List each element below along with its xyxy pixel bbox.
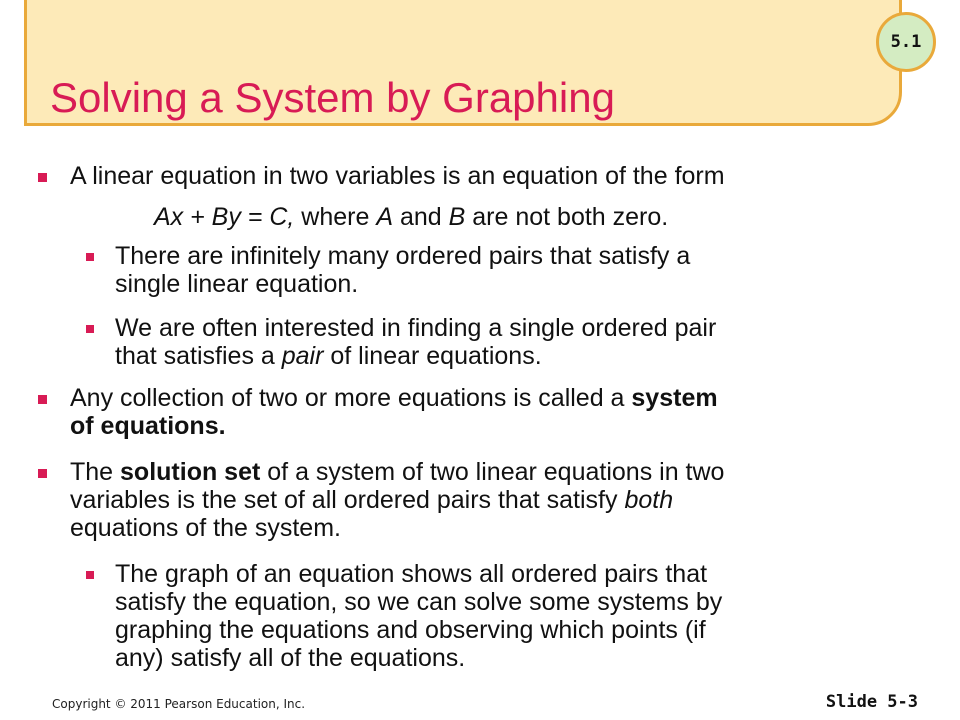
bullet-line: any) satisfy all of the equations. (115, 644, 466, 672)
bullet-text (70, 458, 724, 542)
slide-title: Solving a System by Graphing (50, 74, 615, 121)
slide-number: Slide 5-3 (825, 692, 918, 712)
bullet-line: single linear equation. (115, 270, 359, 298)
text-run: The (70, 458, 121, 486)
equation-form: Ax + By = C, (154, 203, 295, 231)
bold-term: system (631, 384, 718, 412)
bullet-line: The graph of an equation shows all ordered pairs that (115, 560, 708, 588)
bullet-line: There are infinitely many ordered pairs that satisfy a (115, 242, 691, 270)
sub-bullet-text (115, 242, 690, 298)
variable-b: B (448, 203, 466, 231)
text-run: that satisfies a (115, 342, 282, 370)
bullet-line (70, 458, 724, 486)
sub-bullet-text (115, 560, 722, 672)
equation-text: are not both zero. (465, 203, 669, 231)
bullet-line (115, 342, 716, 370)
bold-term: solution set (120, 458, 261, 486)
variable-a: A (376, 203, 394, 231)
bullet-line: We are often interested in finding a single ordered pair (115, 314, 717, 342)
bullet-marker (38, 395, 47, 404)
bullet-marker (38, 469, 47, 478)
sub-bullet-marker (86, 571, 94, 579)
bold-term: of equations. (70, 412, 226, 440)
bullet-line: satisfy the equation, so we can solve some systems by (115, 588, 723, 616)
bullet-line (70, 412, 718, 440)
equation-text: and (393, 203, 449, 231)
equation-text: where (294, 203, 377, 231)
equation-line (154, 203, 668, 231)
sub-bullet-marker (86, 325, 94, 333)
text-run: of a system of two linear equations in two (260, 458, 725, 486)
bullet-line (70, 384, 718, 412)
bullet-line: graphing the equations and observing which points (if (115, 616, 706, 644)
bullet-line: equations of the system. (70, 514, 341, 542)
bullet-text (70, 384, 718, 440)
text-run: variables is the set of all ordered pairs that satisfy (70, 486, 625, 514)
bullet-line (70, 486, 724, 514)
sub-bullet-text (115, 314, 716, 370)
emphasis: both (624, 486, 674, 514)
bullet-text (70, 162, 725, 190)
copyright-notice: Copyright © 2011 Pearson Education, Inc. (52, 697, 306, 711)
bullet-line: A linear equation in two variables is an equation of the form (70, 162, 725, 190)
bullet-marker (38, 173, 47, 182)
sub-bullet-marker (86, 253, 94, 261)
section-badge: 5.1 (876, 12, 936, 72)
text-run: Any collection of two or more equations is called a (70, 384, 632, 412)
text-run: of linear equations. (323, 342, 542, 370)
emphasis: pair (281, 342, 324, 370)
